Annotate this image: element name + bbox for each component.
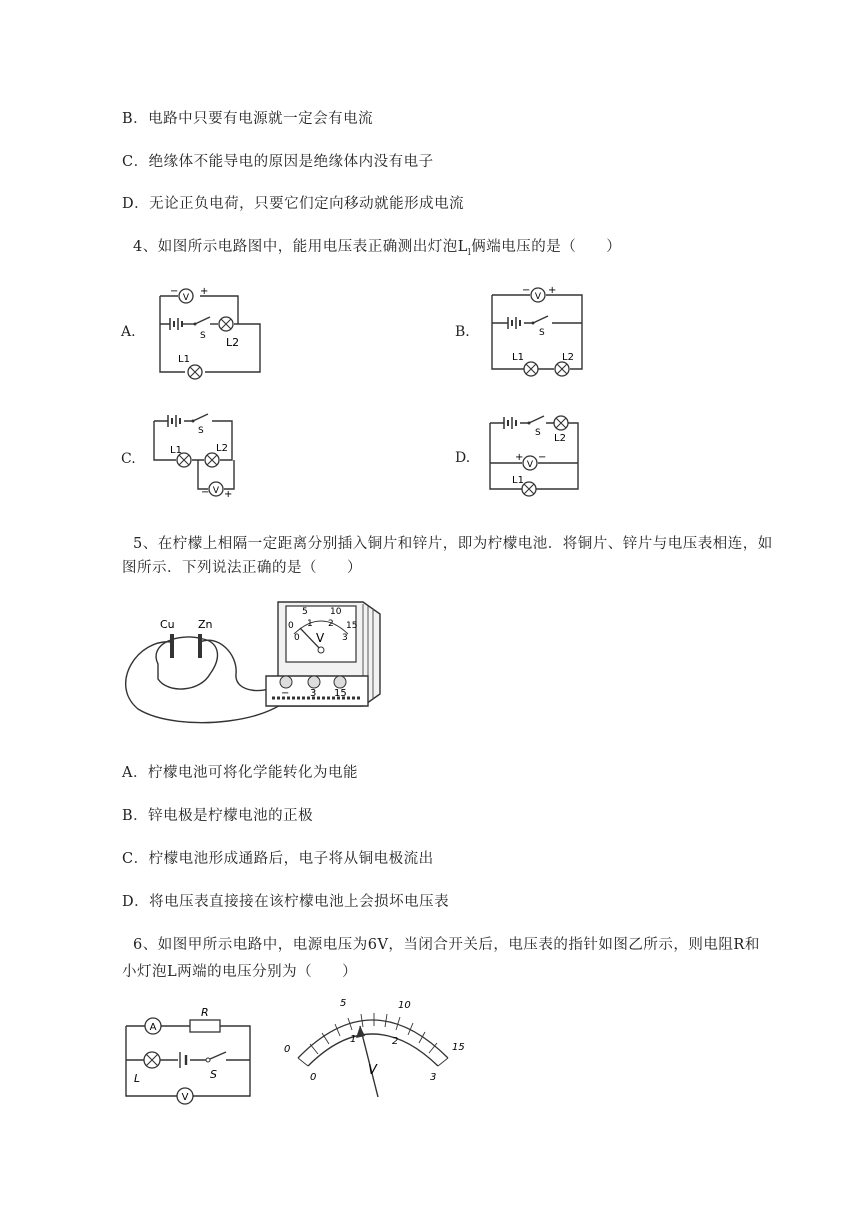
q5-stem-line1: 5、在柠檬上相隔一定距离分别插入铜片和锌片，即为柠檬电池．将铜片、锌片与电压表相连，如 xyxy=(133,536,773,552)
q4-label-c: C. xyxy=(121,451,136,467)
dial-top-3: 15 xyxy=(452,1042,465,1053)
zinc-label: Zn xyxy=(198,618,213,631)
terminal-label-0: − xyxy=(281,688,290,699)
terminal-negative xyxy=(280,676,292,688)
voltmeter-symbol: V xyxy=(181,1092,189,1103)
scale-bottom-1: 1 xyxy=(307,619,313,629)
dial-needle xyxy=(360,1026,378,1097)
switch-icon xyxy=(210,1052,226,1059)
lamp-l1-label: L1 xyxy=(170,445,182,456)
scale-top-0: 5 xyxy=(302,607,308,617)
copper-label: Cu xyxy=(160,618,175,631)
lamp-l2-label: L2 xyxy=(562,352,574,363)
dial-bottom-1: 1 xyxy=(350,1034,357,1045)
q4-label-d: D. xyxy=(455,450,471,466)
meter-unit: V xyxy=(316,631,325,645)
dial-top-1: 5 xyxy=(340,998,347,1009)
switch-symbol: S xyxy=(200,331,206,341)
lamp-l2-label: L2 xyxy=(554,433,566,444)
q4-stem-l: L xyxy=(457,239,468,255)
minus-sign: − xyxy=(522,285,531,296)
copper-electrode xyxy=(170,634,174,658)
q5-stem-line2: 图所示．下列说法正确的是（ ） xyxy=(122,560,362,576)
zinc-electrode xyxy=(198,634,202,658)
scale-top-zero: 0 xyxy=(288,621,294,631)
plus-sign: + xyxy=(224,489,233,500)
q6-stem-line2: 小灯泡L两端的电压分别为（ ） xyxy=(122,964,358,980)
switch-label: S xyxy=(210,1068,217,1081)
lemon-icon xyxy=(156,637,217,689)
minus-sign: − xyxy=(170,286,179,297)
circuit-diagram-d xyxy=(482,413,602,503)
minus-sign: − xyxy=(201,487,210,498)
q3-option-b: B．电路中只要有电源就一定会有电流 xyxy=(122,111,374,127)
dial-unit: V xyxy=(368,1063,377,1078)
plus-sign: + xyxy=(548,285,557,296)
lamp-l1-label: L1 xyxy=(178,354,190,365)
q5-option-a: A．柠檬电池可将化学能转化为电能 xyxy=(122,765,358,781)
q4-stem xyxy=(133,235,621,258)
switch-symbol: S xyxy=(535,428,541,438)
q6-circuit-diagram xyxy=(118,1000,268,1110)
ammeter-symbol: A xyxy=(149,1022,157,1033)
scale-bottom-0: 0 xyxy=(294,633,300,643)
scale-top-2: 15 xyxy=(346,621,358,631)
lemon-battery-figure xyxy=(118,594,398,744)
lamp-l2-label: L2 xyxy=(216,443,228,454)
resistor-icon xyxy=(190,1020,220,1032)
circuit-diagram-a xyxy=(150,284,270,384)
q6-stem-line1: 6、如图甲所示电路中，电源电压为6V，当闭合开关后，电压表的指针如图乙所示，则电阻R和 xyxy=(133,937,760,953)
lamp-l1-label: L1 xyxy=(512,475,524,486)
terminal-3 xyxy=(308,676,320,688)
scale-top-1: 10 xyxy=(330,607,342,617)
dial-bottom-3: 3 xyxy=(430,1072,437,1083)
plus-sign: + xyxy=(200,286,209,297)
resistor-label: R xyxy=(201,1006,209,1019)
q5-option-c: C．柠檬电池形成通路后，电子将从铜电极流出 xyxy=(122,851,434,867)
q4-label-b: B. xyxy=(455,324,470,340)
q4-stem-suffix: 俩端电压的是（ ） xyxy=(471,239,622,255)
terminal-15 xyxy=(334,676,346,688)
switch-symbol: S xyxy=(539,328,545,338)
lamp-l1-label: L1 xyxy=(512,352,524,363)
voltmeter-symbol: V xyxy=(534,292,542,302)
scale-bottom-3: 3 xyxy=(342,633,348,643)
q3-option-d: D．无论正负电荷，只要它们定向移动就能形成电流 xyxy=(122,196,465,212)
q4-stem-prefix: 4、如图所示电路图中，能用电压表正确测出灯泡 xyxy=(133,239,458,255)
lamp-l2-label: L2 xyxy=(226,336,240,349)
terminal-label-2: 15 xyxy=(334,688,347,699)
voltmeter-symbol: V xyxy=(212,486,220,496)
voltmeter-symbol: V xyxy=(526,460,534,470)
dial-top-0: 0 xyxy=(284,1044,291,1055)
switch-symbol: S xyxy=(198,426,204,436)
plus-sign: + xyxy=(515,452,524,463)
dial-top-2: 10 xyxy=(398,1000,411,1011)
q3-option-c: C．绝缘体不能导电的原因是绝缘体内没有电子 xyxy=(122,154,434,170)
dial-bottom-2: 2 xyxy=(392,1036,399,1047)
q5-option-b: B．锌电极是柠檬电池的正极 xyxy=(122,808,314,824)
minus-sign: − xyxy=(538,452,547,463)
q6-voltmeter-dial xyxy=(280,992,480,1107)
circuit-diagram-c xyxy=(146,413,266,503)
q4-stem-sub: l xyxy=(467,247,472,258)
lamp-label: L xyxy=(134,1072,141,1085)
dial-bottom-0: 0 xyxy=(310,1072,317,1083)
terminal-label-1: 3 xyxy=(310,688,317,699)
q4-label-a: A. xyxy=(121,324,136,340)
q5-option-d: D．将电压表直接接在该柠檬电池上会损坏电压表 xyxy=(122,894,450,910)
scale-bottom-2: 2 xyxy=(328,619,334,629)
voltmeter-symbol: V xyxy=(182,293,190,303)
circuit-diagram-b xyxy=(484,283,604,383)
